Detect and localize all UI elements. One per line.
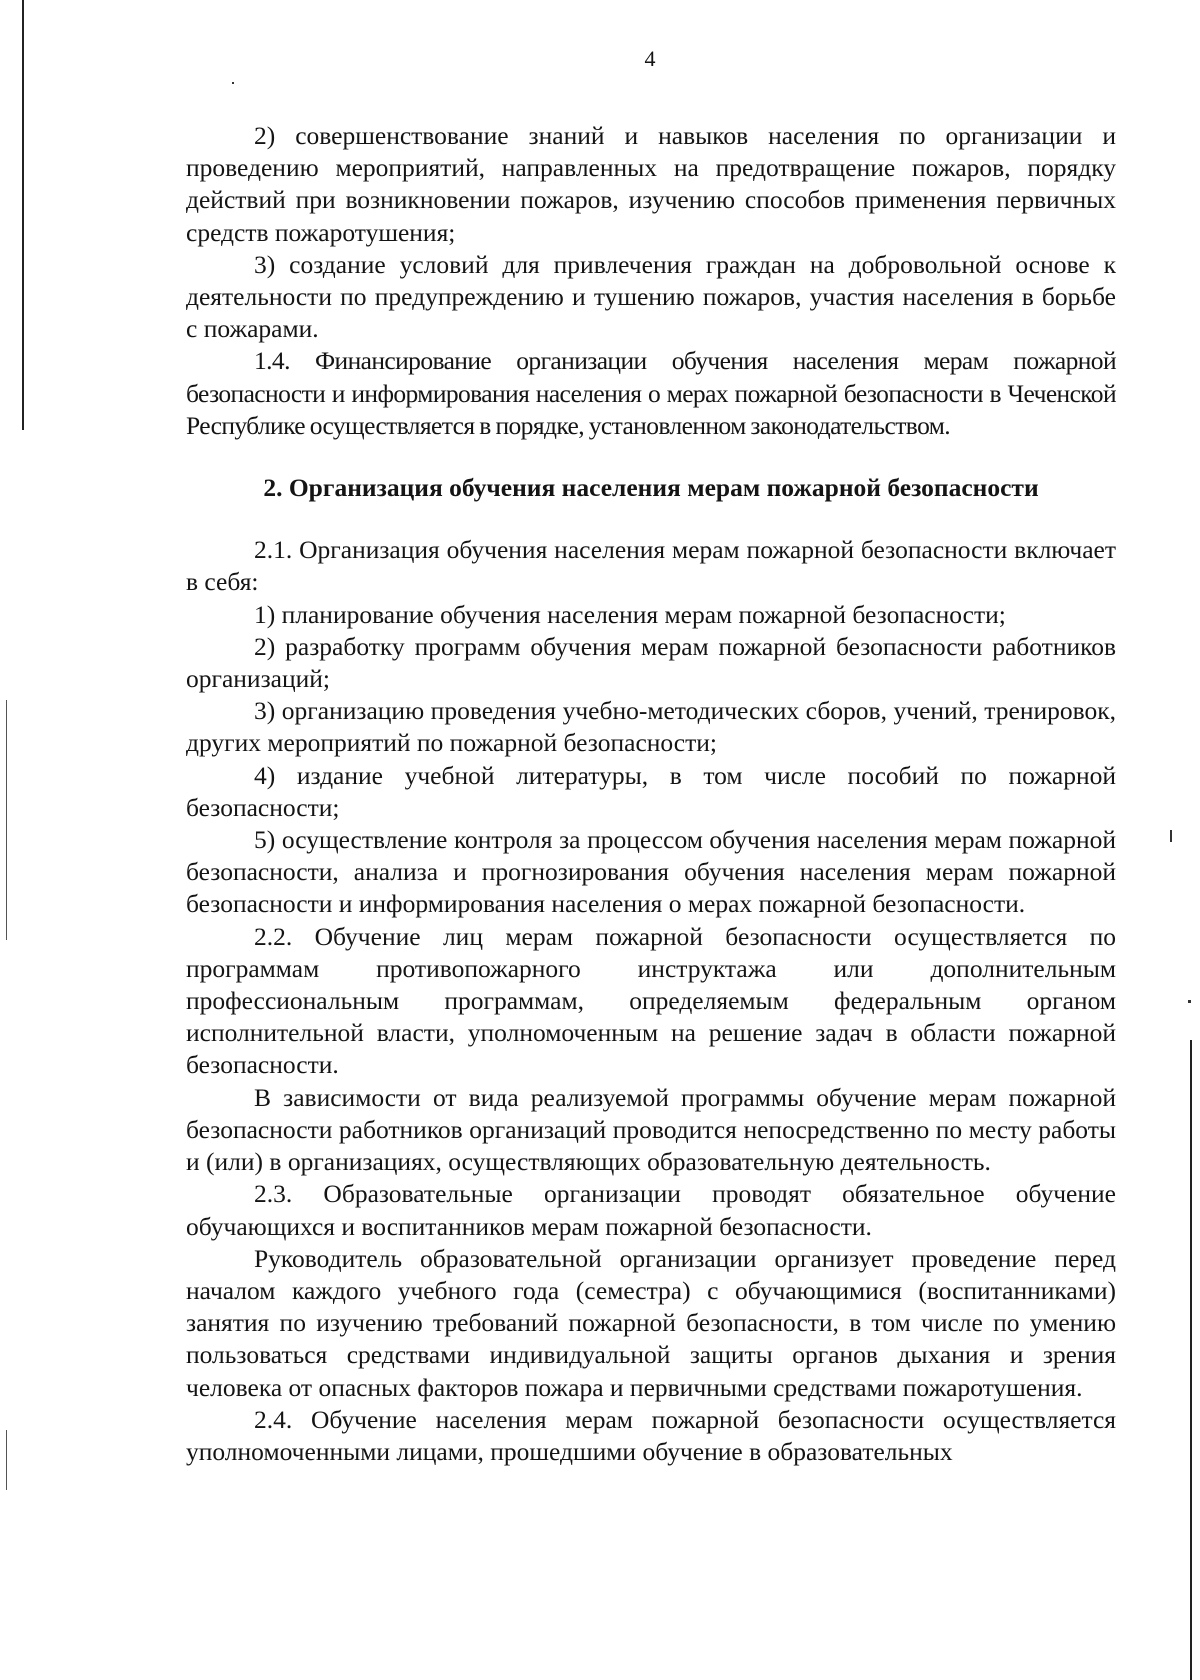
paragraph: 1.4. Финансирование организации обучения населения мерам пожарной безопасности и информирования населения о мерах пожарной безопасности в Чеченской Республике осуществляется в порядке, установленном законодательством. [186, 346, 1116, 440]
scan-edge-left-bottom [6, 1430, 7, 1490]
document-body [186, 120, 1116, 1468]
list-item: 2) разработку программ обучения мерам пожарной безопасности работников организаций; [186, 631, 1116, 694]
list-item: 3) организацию проведения учебно-методических сборов, учений, тренировок, других мероприятий по пожарной безопасности; [186, 696, 1116, 758]
paragraph: 2.3. Образовательные организации проводят обязательное обучение обучающихся и воспитанников мерам пожарной безопасности. [186, 1179, 1116, 1241]
scan-edge-right [1190, 1040, 1192, 1680]
paragraph: 2.1. Организация обучения населения мерам пожарной безопасности включает в себя: [186, 535, 1116, 597]
page-number: 4 [644, 46, 656, 71]
scan-speck [1170, 830, 1172, 842]
paragraph: В зависимости от вида реализуемой программы обучение мерам пожарной безопасности работников организаций проводится непосредственно по месту работы и (или) в организациях, осуществляющих образовательную деятельность. [186, 1082, 1116, 1177]
list-item: 5) осуществление контроля за процессом обучения населения мерам пожарной безопасности, анализа и прогнозирования обучения населения мерам пожарной безопасности и информирования населения о мерах пожарной безопасности. [186, 825, 1116, 919]
paragraph: 2.2. Обучение лиц мерам пожарной безопасности осуществляется по программам противопожарного инструктажа или дополнительным профессиональным программам, определяемым федеральным органом исполнительной власти, уполномоченным на решение задач в области пожарной безопасности. [186, 921, 1116, 1080]
paragraph: 2.4. Обучение населения мерам пожарной безопасности осуществляется уполномоченными лицами, прошедшими обучение в образовательных [186, 1404, 1116, 1466]
paragraph: 2) совершенствование знаний и навыков населения по организации и проведению мероприятий, направленных на предотвращение пожаров, порядку действий при возникновении пожаров, изучению способов применения первичных средств пожаротушения; [186, 121, 1116, 247]
paragraph: 3) создание условий для привлечения граждан на добровольной основе к деятельности по предупреждению и тушению пожаров, участия населения в борьбе с пожарами. [186, 249, 1116, 344]
list-item: 4) издание учебной литературы, в том числе пособий по пожарной безопасности; [186, 760, 1116, 822]
list-item: 1) планирование обучения населения мерам пожарной безопасности; [254, 599, 1006, 629]
scan-edge-left [22, 0, 24, 430]
scan-edge-left-lower [6, 700, 7, 940]
paragraph: Руководитель образовательной организации организует проведение перед началом каждого учебного года (семестра) с обучающимися (воспитанниками) занятия по изучению требований пожарной безопасности, в том числе по умению пользоваться средствами индивидуальной защиты органов дыхания и зрения человека от опасных факторов пожара и первичными средствами пожаротушения. [186, 1243, 1116, 1402]
section-heading: 2. Организация обучения населения мерам пожарной безопасности [263, 473, 1039, 503]
scan-speck [232, 82, 234, 84]
scan-speck [1188, 1000, 1191, 1003]
